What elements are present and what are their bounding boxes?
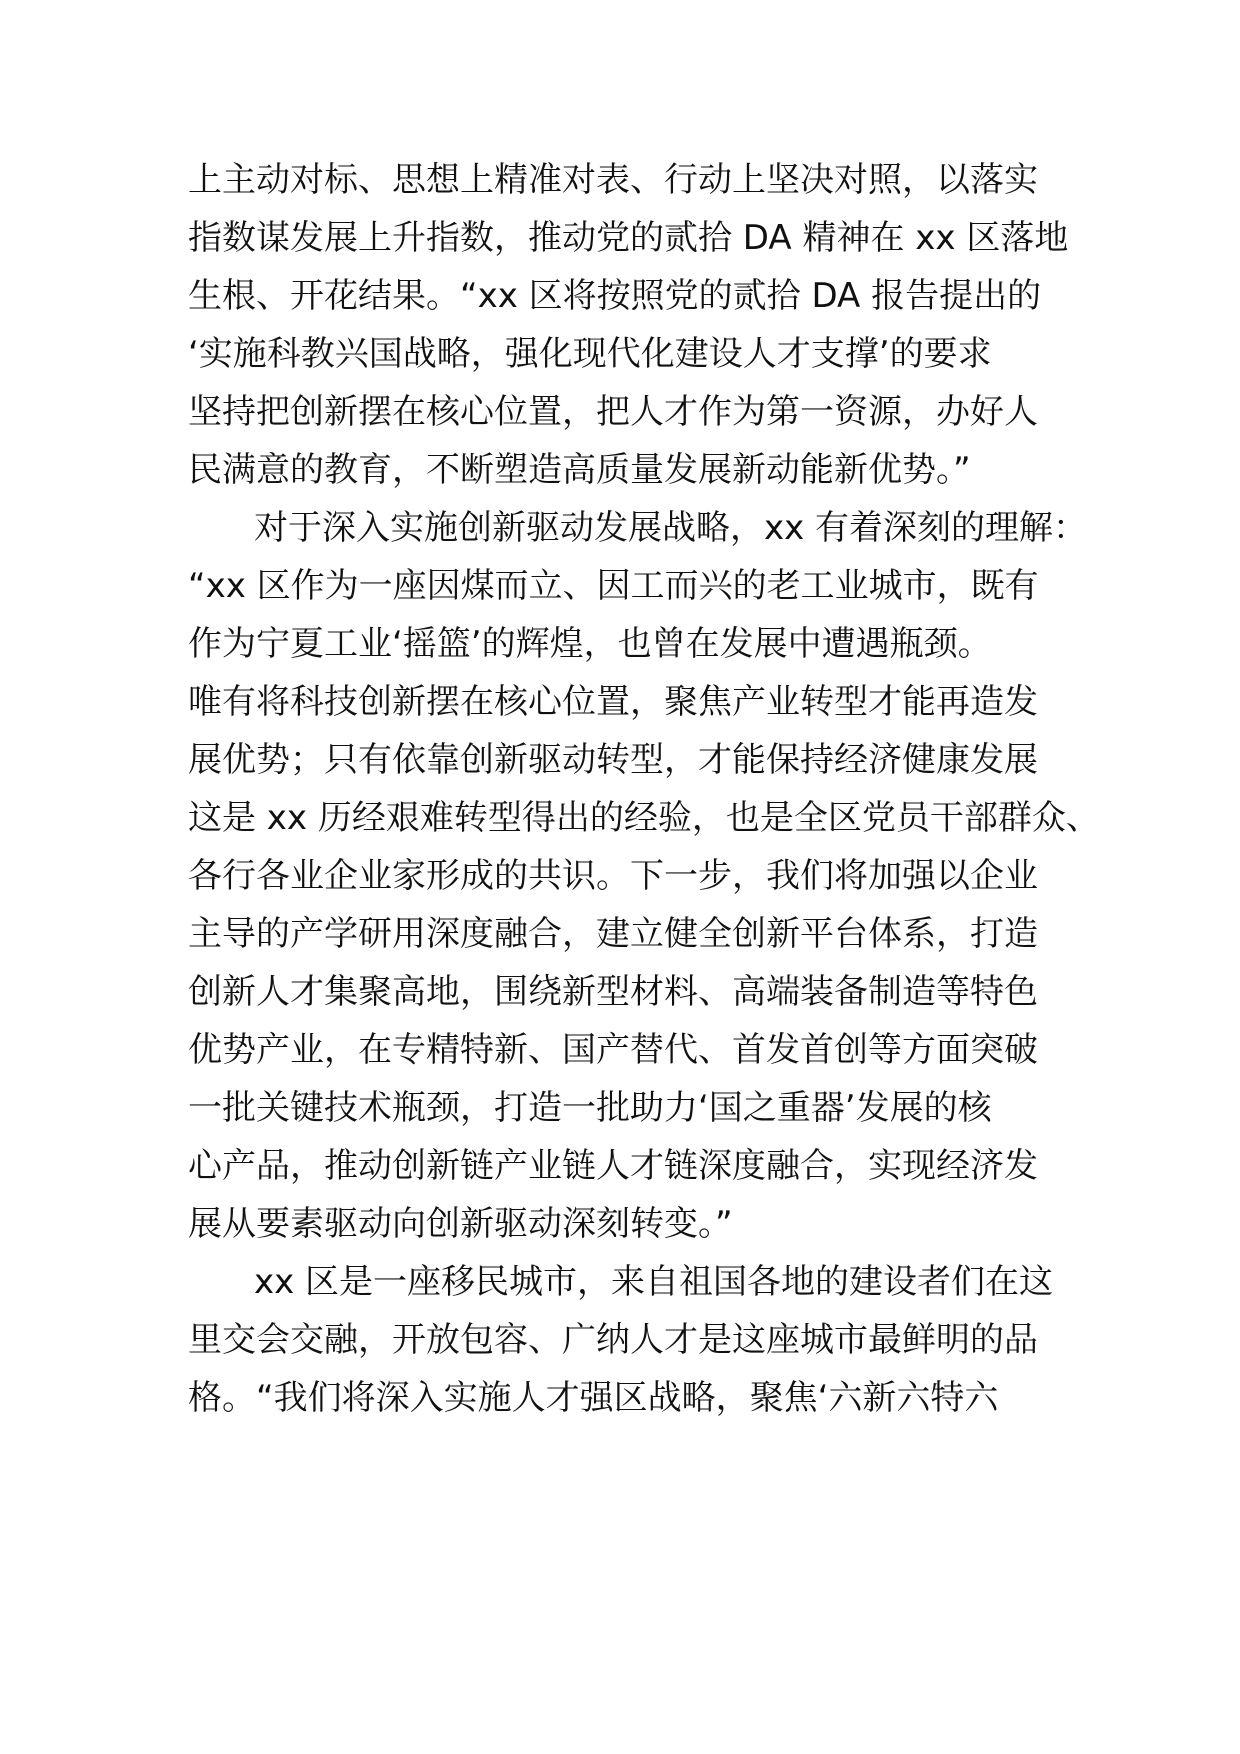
text-line: 坚持把创新摆在核心位置，把人才作为第一资源，办好人 xyxy=(188,392,1038,432)
text-line: 各行各业企业家形成的共识。下一步，我们将加强以企业 xyxy=(188,856,1038,896)
text-line: 里交会交融，开放包容、广纳人才是这座城市最鲜明的品 xyxy=(188,1320,1038,1360)
text-line: ‘实施科教兴国战略，强化现代化建设人才支撑’的要求 xyxy=(188,334,992,374)
text-line: 心产品，推动创新链产业链人才链深度融合，实现经济发 xyxy=(188,1146,1038,1186)
text-line: 展优势；只有依靠创新驱动转型，才能保持经济健康发展 xyxy=(188,740,1038,780)
text-line: 作为宁夏工业‘摇篮’的辉煌，也曾在发展中遭遇瓶颈。 xyxy=(188,624,992,664)
text-line: 格。“我们将深入实施人才强区战略，聚焦‘六新六特六 xyxy=(188,1378,999,1418)
text-line: 主导的产学研用深度融合，建立健全创新平台体系，打造 xyxy=(188,914,1038,954)
text-line: 上主动对标、思想上精准对表、行动上坚决对照，以落实 xyxy=(188,160,1038,200)
text-line: 展从要素驱动向创新驱动深刻转变。” xyxy=(188,1204,733,1244)
text-line: 一批关键技术瓶颈，打造一批助力‘国之重器’发展的核 xyxy=(188,1088,992,1128)
text-line: “xx 区作为一座因煤而立、因工而兴的老工业城市，既有 xyxy=(188,566,1039,606)
text-line: 唯有将科技创新摆在核心位置，聚焦产业转型才能再造发 xyxy=(188,682,1038,722)
text-line: 生根、开花结果。“xx 区将按照党的贰拾 DA 报告提出的 xyxy=(188,276,1042,316)
text-line: 指数谋发展上升指数，推动党的贰拾 DA 精神在 xx 区落地 xyxy=(188,218,1069,258)
text-line: 创新人才集聚高地，围绕新型材料、高端装备制造等特色 xyxy=(188,972,1038,1012)
text-line: 这是 xx 历经艰难转型得出的经验，也是全区党员干部群众、 xyxy=(188,798,1100,838)
text-line: 优势产业，在专精特新、国产替代、首发首创等方面突破 xyxy=(188,1030,1038,1070)
paragraph-first-line: xx 区是一座移民城市，来自祖国各地的建设者们在这 xyxy=(254,1262,1054,1302)
paragraph-first-line: 对于深入实施创新驱动发展战略，xx 有着深刻的理解： xyxy=(254,508,1088,548)
text-line: 民满意的教育，不断塑造高质量发展新动能新优势。” xyxy=(188,450,971,490)
